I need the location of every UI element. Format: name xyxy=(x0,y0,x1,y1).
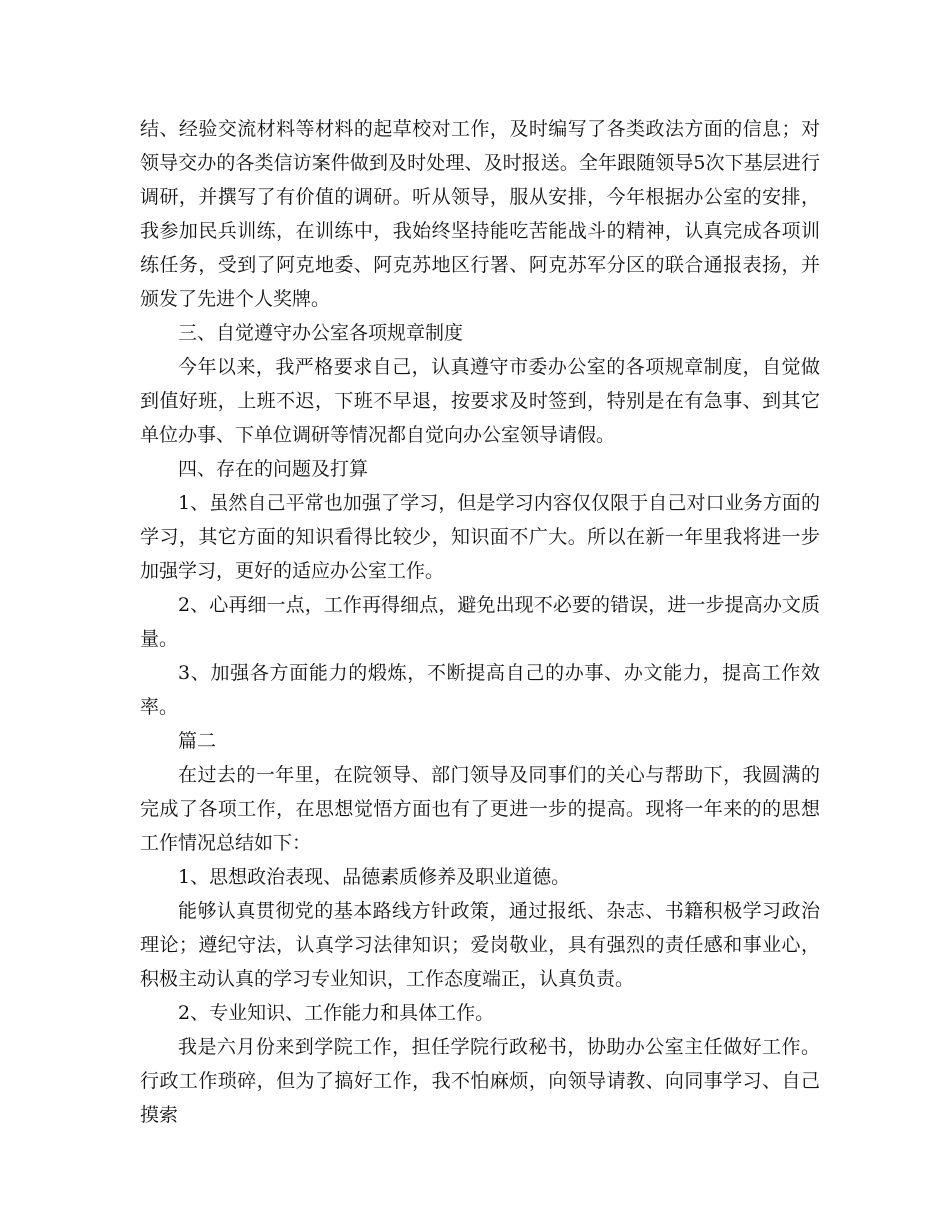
document-body xyxy=(140,112,820,1132)
section-heading-rules: 三、自觉遵守办公室各项规章制度 xyxy=(178,322,464,344)
section-heading-problems: 四、存在的问题及打算 xyxy=(178,458,369,480)
paragraph-continuation: 结、经验交流材料等材料的起草校对工作，及时编写了各类政法方面的信息；对领导交办的各类信访案件做到及时处理、及时报送。全年跟随领导5次下基层进行调研，并撰写了有价值的调研。听从领导，服从安排，今年根据办公室的安排，我参加民兵训练，在训练中，我始终坚持能吃苦能战斗的精神，认真完成各项训练任务，受到了阿克地委、阿克苏地区行署、阿克苏军分区的联合通报表扬，并颁发了先进个人奖牌。 xyxy=(140,118,820,310)
paragraph-political: 能够认真贯彻党的基本路线方针政策，通过报纸、杂志、书籍积极学习政治理论；遵纪守法，认真学习法律知识；爱岗敬业，具有强烈的责任感和事业心，积极主动认真的学习专业知识，工作态度端正，认真负责。 xyxy=(140,900,820,990)
subheading-political: 1、思想政治表现、品德素质修养及职业道德。 xyxy=(178,866,571,888)
subheading-professional: 2、专业知识、工作能力和具体工作。 xyxy=(178,1002,495,1024)
paragraph-professional: 我是六月份来到学院工作，担任学院行政秘书，协助办公室主任做好工作。行政工作琐碎，但为了搞好工作，我不怕麻烦，向领导请教、向同事学习、自己摸索 xyxy=(140,1036,820,1126)
paragraph-problem-3: 3、加强各方面能力的煅炼，不断提高自己的办事、办文能力，提高工作效率。 xyxy=(140,662,820,718)
paragraph-problem-2: 2、心再细一点，工作再得细点，避免出现不必要的错误，进一步提高办文质量。 xyxy=(140,594,820,650)
paragraph-intro: 在过去的一年里，在院领导、部门领导及同事们的关心与帮助下，我圆满的完成了各项工作，在思想觉悟方面也有了更进一步的提高。现将一年来的的思想工作情况总结如下： xyxy=(140,764,820,854)
paragraph-rules: 今年以来，我严格要求自己，认真遵守市委办公室的各项规章制度，自觉做到值好班，上班不迟，下班不早退，按要求及时签到，特别是在有急事、到其它单位办事、下单位调研等情况都自觉向办公室领导请假。 xyxy=(140,356,820,446)
paragraph-problem-1: 1、虽然自己平常也加强了学习，但是学习内容仅仅限于自己对口业务方面的学习，其它方面的知识看得比较少，知识面不广大。所以在新一年里我将进一步加强学习，更好的适应办公室工作。 xyxy=(140,492,820,582)
section-heading-part-two: 篇二 xyxy=(178,730,217,752)
